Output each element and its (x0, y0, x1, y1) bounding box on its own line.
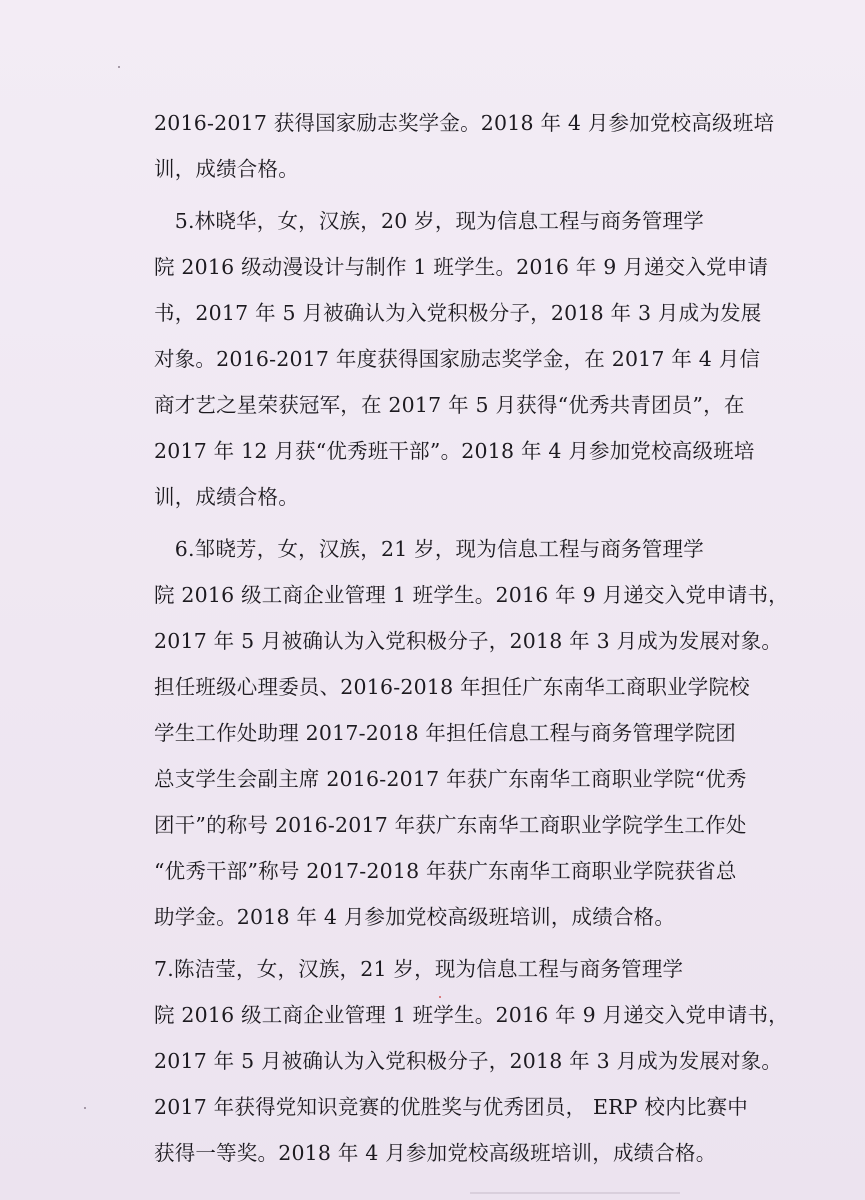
text-line: 7.陈洁莹，女，汉族，21 岁，现为信息工程与商务管理学 (154, 957, 684, 981)
text-line: 院 2016 级工商企业管理 1 班学生。2016 年 9 月递交入党申请书， (154, 583, 789, 607)
text-line: 获得一等奖。2018 年 4 月参加党校高级班培训，成绩合格。 (154, 1141, 717, 1165)
text-line: 院 2016 级动漫设计与制作 1 班学生。2016 年 9 月递交入党申请 (154, 255, 769, 279)
text-line: 担任班级心理委员、2016-2018 年担任广东南华工商职业学院校 (154, 675, 750, 699)
paragraph-item-6 (154, 526, 789, 940)
text-line: 2016-2017 获得国家励志奖学金。2018 年 4 月参加党校高级班培 (154, 111, 775, 135)
text-line: 学生工作处助理 2017-2018 年担任信息工程与商务管理学院团 (154, 721, 736, 745)
scan-speck (118, 66, 120, 68)
text-line: 2017 年 12 月获“优秀班干部”。2018 年 4 月参加党校高级班培 (154, 439, 755, 463)
text-line: 助学金。2018 年 4 月参加党校高级班培训，成绩合格。 (154, 905, 676, 929)
scan-speck (439, 996, 441, 998)
text-line: 书，2017 年 5 月被确认为入党积极分子，2018 年 3 月成为发展 (154, 301, 762, 325)
text-line: 2017 年 5 月被确认为入党积极分子，2018 年 3 月成为发展对象。 (154, 1049, 783, 1073)
paragraph-1-continuation (154, 100, 776, 192)
text-line: 院 2016 级工商企业管理 1 班学生。2016 年 9 月递交入党申请书， (154, 1003, 789, 1027)
text-line: 团干”的称号 2016-2017 年获广东南华工商职业学院学生工作处 (154, 813, 747, 837)
text-line: “优秀干部”称号 2017-2018 年获广东南华工商职业学院获省总 (154, 859, 737, 883)
text-line: 5.林晓华，女，汉族，20 岁，现为信息工程与商务管理学 (154, 209, 704, 233)
text-line: 2017 年获得党知识竞赛的优胜奖与优秀团员， ERP 校内比赛中 (154, 1095, 749, 1119)
paragraph-item-5 (154, 198, 776, 520)
scan-edge-mark (470, 1192, 680, 1194)
text-line: 对象。2016-2017 年度获得国家励志奖学金，在 2017 年 4 月信 (154, 347, 761, 371)
text-line: 训，成绩合格。 (154, 485, 299, 509)
text-line: 商才艺之星荣获冠军，在 2017 年 5 月获得“优秀共青团员”，在 (154, 393, 745, 417)
text-line: 6.邹晓芳，女，汉族，21 岁，现为信息工程与商务管理学 (154, 537, 704, 561)
document-body (154, 100, 789, 1176)
paragraph-item-7 (154, 946, 789, 1176)
text-line: 2017 年 5 月被确认为入党积极分子，2018 年 3 月成为发展对象。 (154, 629, 783, 653)
text-line: 训，成绩合格。 (154, 157, 299, 181)
scan-speck (84, 1107, 86, 1109)
text-line: 总支学生会副主席 2016-2017 年获广东南华工商职业学院“优秀 (154, 767, 747, 791)
